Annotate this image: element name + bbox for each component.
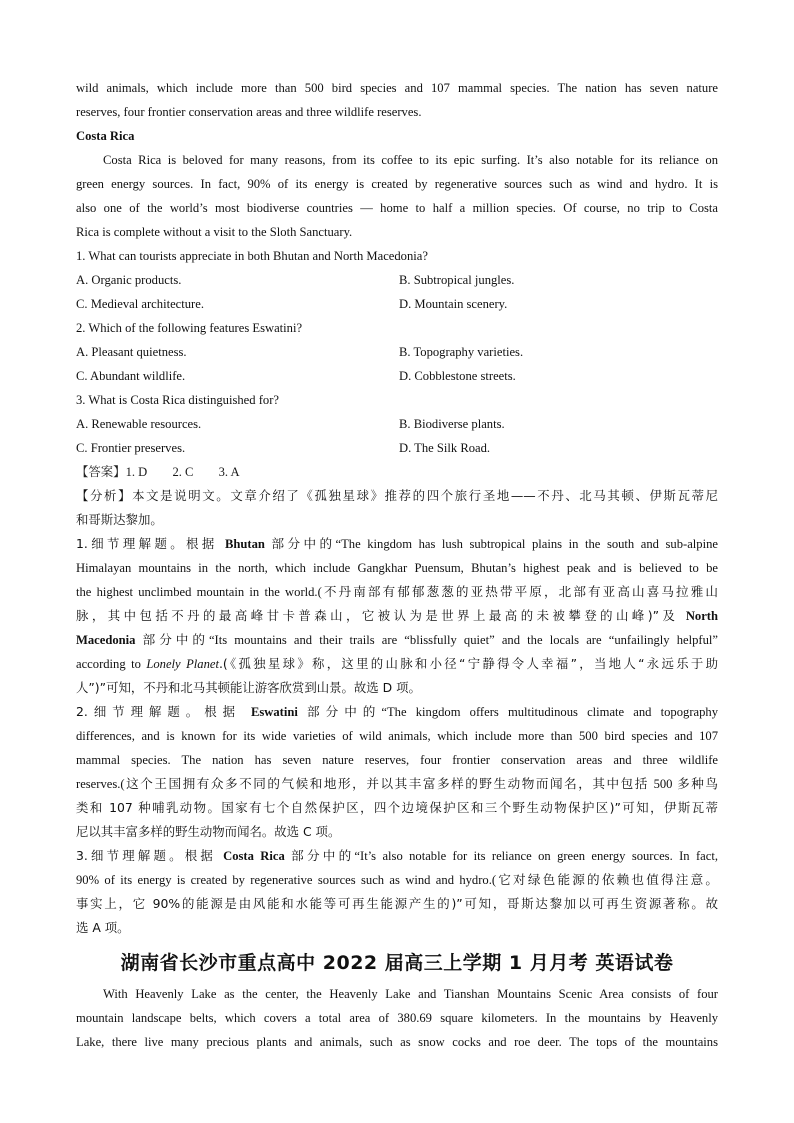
question-stem: 1. What can tourists appreciate in both Bhutan and North Macedonia? <box>76 249 428 263</box>
passage-text: green energy sources. In fact, 90% of its energy is created by regenerative sources such as wind and hydro. It is <box>76 177 718 191</box>
analysis-text: Himalayan mountains in the north, which include Gangkhar Puensum, Bhutan’s highest peak and is believed to be <box>76 561 718 575</box>
analysis-text <box>76 652 718 676</box>
analysis-text <box>76 604 718 628</box>
analysis-text: mammal species. The nation has seven nature reserves, four frontier conservation areas and three wildlife <box>76 753 718 767</box>
option: A. Renewable resources. <box>76 417 202 431</box>
passage-text: Costa Rica is beloved for many reasons, from its coffee to its epic surfing. It’s also notable for its reliance on <box>103 153 718 167</box>
analysis-text: reserves.(这个王国拥有众多不同的气候和地形，并以其丰富多样的野生动物而闻名，其中包括 500 多种鸟 <box>76 777 718 791</box>
analysis-text: 人”)”可知，不丹和北马其顿能让游客欣赏到山景。故选 D 项。 <box>76 680 421 695</box>
question-1 <box>76 244 718 316</box>
analysis-lead: 1.细节理解题。根据 <box>76 536 226 551</box>
option: A. Organic products. <box>76 273 182 287</box>
quote-text: 部分中的“It’s also notable for its reliance on green energy sources. In fact, <box>284 849 718 863</box>
book-title: Lonely Planet <box>146 657 219 671</box>
option: C. Abundant wildlife. <box>76 369 186 383</box>
question-3 <box>76 388 718 460</box>
quote-text: according to <box>76 657 147 671</box>
analysis-translation: 脉，其中包括不丹的最高峰甘卡普森山，它被认为是世界上最高的未被攀登的山峰)”及 <box>76 608 686 623</box>
answer-text: 1. D 2. C 3. A <box>125 465 240 479</box>
analysis-lead: 3.细节理解题。根据 <box>76 848 224 863</box>
question-2 <box>76 316 718 388</box>
quote-text: 部分中的“Its mountains and their trails are “blissfully quiet” and the locals are “unfailingly helpful” <box>135 633 718 647</box>
option: B. Biodiverse plants. <box>399 417 505 431</box>
analysis-text: 90% of its energy is created by regenerative sources such as wind and hydro.(它对绿色能源的依赖也值得注意。 <box>76 873 718 887</box>
analysis-text: differences, and is known for its wide varieties of wild animals, which include more than 500 bird species and 107 <box>76 729 718 743</box>
analysis-text <box>76 532 718 556</box>
answer-tag: 【答案】 <box>76 464 126 479</box>
option: D. Cobblestone streets. <box>399 369 516 383</box>
section-ref: Costa Rica <box>223 849 285 863</box>
option: B. Subtropical jungles. <box>399 273 515 287</box>
question-stem: 3. What is Costa Rica distinguished for? <box>76 393 279 407</box>
question-stem: 2. Which of the following features Eswatini? <box>76 321 303 335</box>
passage-text: also one of the world’s most biodiverse countries — home to half a million species. Of course, no trip to Costa <box>76 201 718 215</box>
section-ref: Eswatini <box>250 705 298 719</box>
option: A. Pleasant quietness. <box>76 345 187 359</box>
option: D. Mountain scenery. <box>399 297 508 311</box>
analysis-tag: 【分析】 <box>76 488 133 503</box>
option: C. Medieval architecture. <box>76 297 204 311</box>
analysis-text: 本文是说明文。文章介绍了《孤独星球》推荐的四个旅行圣地——不丹、北马其顿、伊斯瓦蒂尼 <box>132 488 719 503</box>
section-heading: Costa Rica <box>76 129 135 143</box>
passage-text: Rica is complete without a visit to the Sloth Sanctuary. <box>76 225 353 239</box>
analysis-text: 事实上，它 90%的能源是由风能和水能等可再生能源产生的)”可知，哥斯达黎加以可再生资源著称。故 <box>76 896 718 911</box>
section-ref: North <box>685 609 718 623</box>
section-ref: Bhutan <box>225 537 265 551</box>
analysis-text: 尼以其丰富多样的野生动物而闻名。故选 C 项。 <box>76 824 341 839</box>
document-page <box>76 76 718 1054</box>
option: D. The Silk Road. <box>399 441 491 455</box>
answer-key <box>76 460 718 484</box>
quote-text: 部分中的“The kingdom offers multitudinous climate and topography <box>297 705 718 719</box>
analysis-intro <box>76 484 718 508</box>
passage-text: mountain landscape belts, which covers a total area of 380.69 square kilometers. In the mountains by Heavenly <box>76 1011 718 1025</box>
section-ref: Macedonia <box>76 633 136 647</box>
analysis-translation: .(《孤独星球》称，这里的山脉和小径“宁静得令人幸福”，当地人“永远乐于助 <box>218 656 718 671</box>
analysis-text <box>76 700 718 724</box>
option: B. Topography varieties. <box>399 345 524 359</box>
analysis-text: 和哥斯达黎加。 <box>76 512 163 527</box>
analysis-lead: 2.细节理解题。根据 <box>76 704 251 719</box>
analysis-text: 选 A 项。 <box>76 920 130 935</box>
next-passage <box>76 982 718 1054</box>
exam-title: 湖南省长沙市重点高中 2022 届高三上学期 1 月月考 英语试卷 <box>120 952 674 974</box>
passage-text: Lake, there live many precious plants and animals, such as snow cocks and roe deer. The tops of the mountains <box>76 1035 718 1049</box>
passage-text: With Heavenly Lake as the center, the Heavenly Lake and Tianshan Mountains Scenic Area consists of four <box>103 987 718 1001</box>
quote-text: 部分中的“The kingdom has lush subtropical plains in the south and sub-alpine <box>264 537 718 551</box>
analysis <box>76 484 718 940</box>
passage-text: reserves, four frontier conservation areas and three wildlife reserves. <box>76 105 422 119</box>
analysis-text: 类和 107 种哺乳动物。国家有七个自然保护区，四个边境保护区和三个野生动物保护区)”可知，伊斯瓦蒂 <box>76 800 718 815</box>
analysis-text <box>76 628 718 652</box>
analysis-text <box>76 844 718 868</box>
option: C. Frontier preserves. <box>76 441 186 455</box>
analysis-text: the highest unclimbed mountain in the world.(不丹南部有郁郁葱葱的亚热带平原，北部有亚高山喜马拉雅山 <box>76 585 718 599</box>
passage-text: wild animals, which include more than 500 bird species and 107 mammal species. The nation has seven nature <box>76 81 718 95</box>
